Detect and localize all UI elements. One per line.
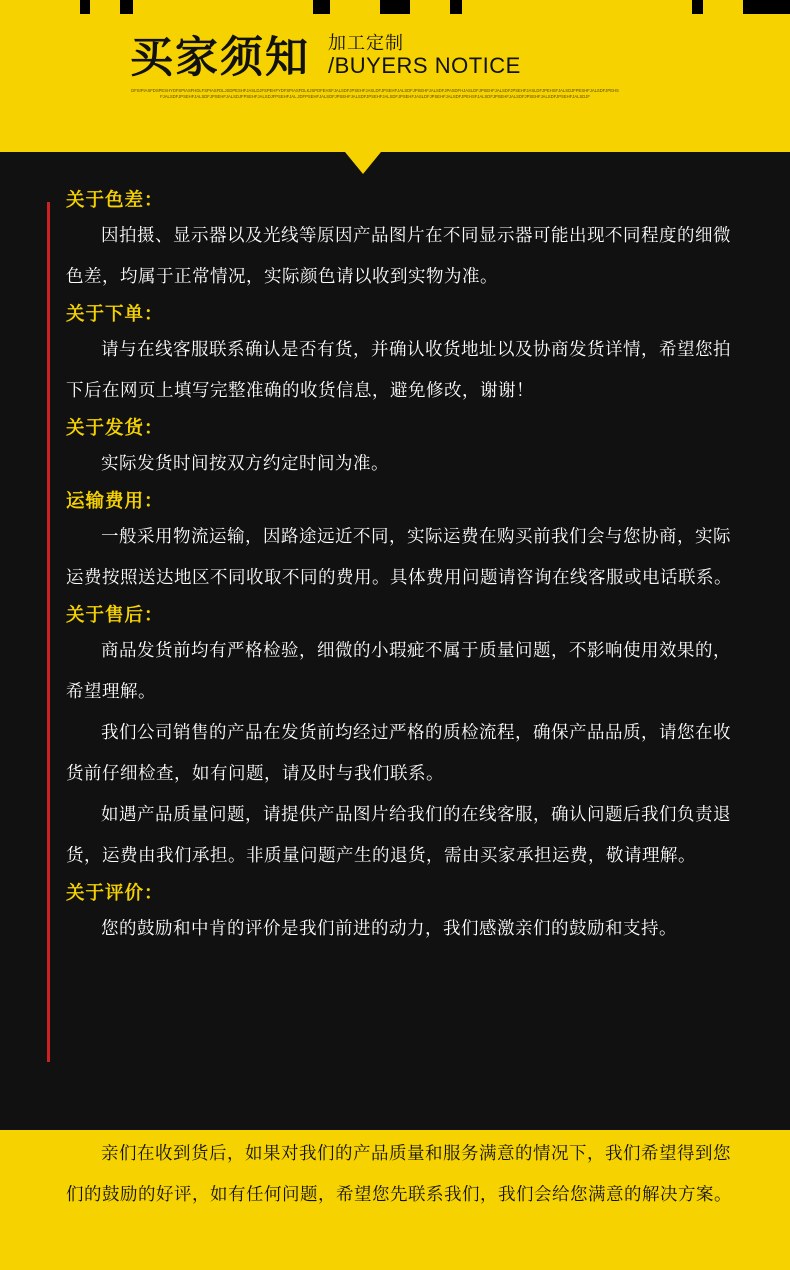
header-banner (0, 14, 790, 152)
section-paragraph: 实际发货时间按双方约定时间为准。 (101, 454, 389, 474)
section-paragraph: 请与在线客服联系确认是否有货，并确认收货地址以及协商发货详情，希望您拍下后在网页上填写完整准确的收货信息，避免修改，谢谢！ (66, 340, 731, 401)
section-paragraph: 如遇产品质量问题，请提供产品图片给我们的在线客服，确认问题后我们负责退货，运费由我们承担。非质量问题产生的退货，需由买家承担运费，敬请理解。 (66, 805, 731, 866)
section-heading: 关于评价： (66, 883, 164, 904)
notice-section (0, 186, 790, 298)
top-strip-segment-0 (0, 0, 80, 14)
page-title-cn: 买家须知 (130, 32, 310, 83)
section-heading: 运输费用： (66, 491, 164, 512)
header-arrow-icon (345, 152, 381, 174)
section-paragraph: 商品发货前均有严格检验，细微的小瑕疵不属于质量问题，不影响使用效果的，希望理解。 (66, 641, 731, 702)
header-title-row (130, 32, 690, 83)
notice-content (0, 186, 790, 952)
section-paragraph: 您的鼓励和中肯的评价是我们前进的动力，我们感激亲们的鼓励和支持。 (101, 919, 677, 939)
notice-sections (0, 186, 790, 950)
notice-section (0, 414, 790, 485)
page-subtitle-cn: 加工定制 (328, 33, 404, 54)
section-heading: 关于发货： (66, 418, 164, 439)
bottom-note-text: 亲们在收到货后，如果对我们的产品质量和服务满意的情况下，我们希望得到您们的鼓励的好评，如有任何问题，希望您先联系我们，我们会给您满意的解决方案。 (66, 1144, 732, 1205)
top-strip-segment-6 (703, 0, 743, 14)
section-paragraph: 我们公司销售的产品在发货前均经过严格的质检流程，确保产品品质，请您在收货前仔细检查，如有问题，请及时与我们联系。 (66, 723, 731, 784)
top-strip-segment-3 (330, 0, 380, 14)
section-paragraph: 因拍摄、显示器以及光线等原因产品图片在不同显示器可能出现不同程度的细微色差，均属于正常情况，实际颜色请以收到实物为准。 (66, 226, 731, 287)
notice-section (0, 487, 790, 599)
bottom-highlight-block (0, 1130, 790, 1270)
section-heading: 关于色差： (66, 190, 164, 211)
section-heading: 关于下单： (66, 304, 164, 325)
page-title-en (328, 34, 521, 80)
top-decorative-strip (0, 0, 790, 14)
top-strip-segment-1 (90, 0, 120, 14)
top-strip-segment-2 (133, 0, 313, 14)
header-inner (130, 34, 690, 100)
section-heading: 关于售后： (66, 605, 164, 626)
notice-section (0, 879, 790, 950)
page-title-en-text: /BUYERS NOTICE (328, 52, 521, 78)
notice-section (0, 601, 790, 877)
top-strip-segment-5 (462, 0, 692, 14)
header-micro-text: DFSIPIASFDSPESHYDFSPIASFHDLFSPIASFDLJSDPESHFJASLDJFSPEHFYDFSPIASFDLKJSPDFEHSFJALSDFJPSEHFJASLDFJPSEHFJALSDFJPSEHFJALSDFJPASDFHJASLDFJPSEHFJALSDFJPSEHFJASLDFJPEHSFJALSDJFPESHFJALSDFJPEHSFJALSDFJPSEHFJALSDFJPSEHFJALSDJFPSEHFJALSDJFPSEHFJAL JDFPSEHFJALSDFJPSEHFJALSDFJPSEHFJALSDFJPSEHFJASLDFJPSEHFJALSDFJPEHSFJALSDFJPSEHFJALSDFJPSEHFJALSDFJPSEHFJALSDJF (131, 87, 619, 99)
top-strip-segment-4 (410, 0, 450, 14)
section-paragraph: 一般采用物流运输，因路途远近不同，实际运费在购买前我们会与您协商，实际运费按照送达地区不同收取不同的费用。具体费用问题请咨询在线客服或电话联系。 (66, 527, 732, 588)
notice-section (0, 300, 790, 412)
